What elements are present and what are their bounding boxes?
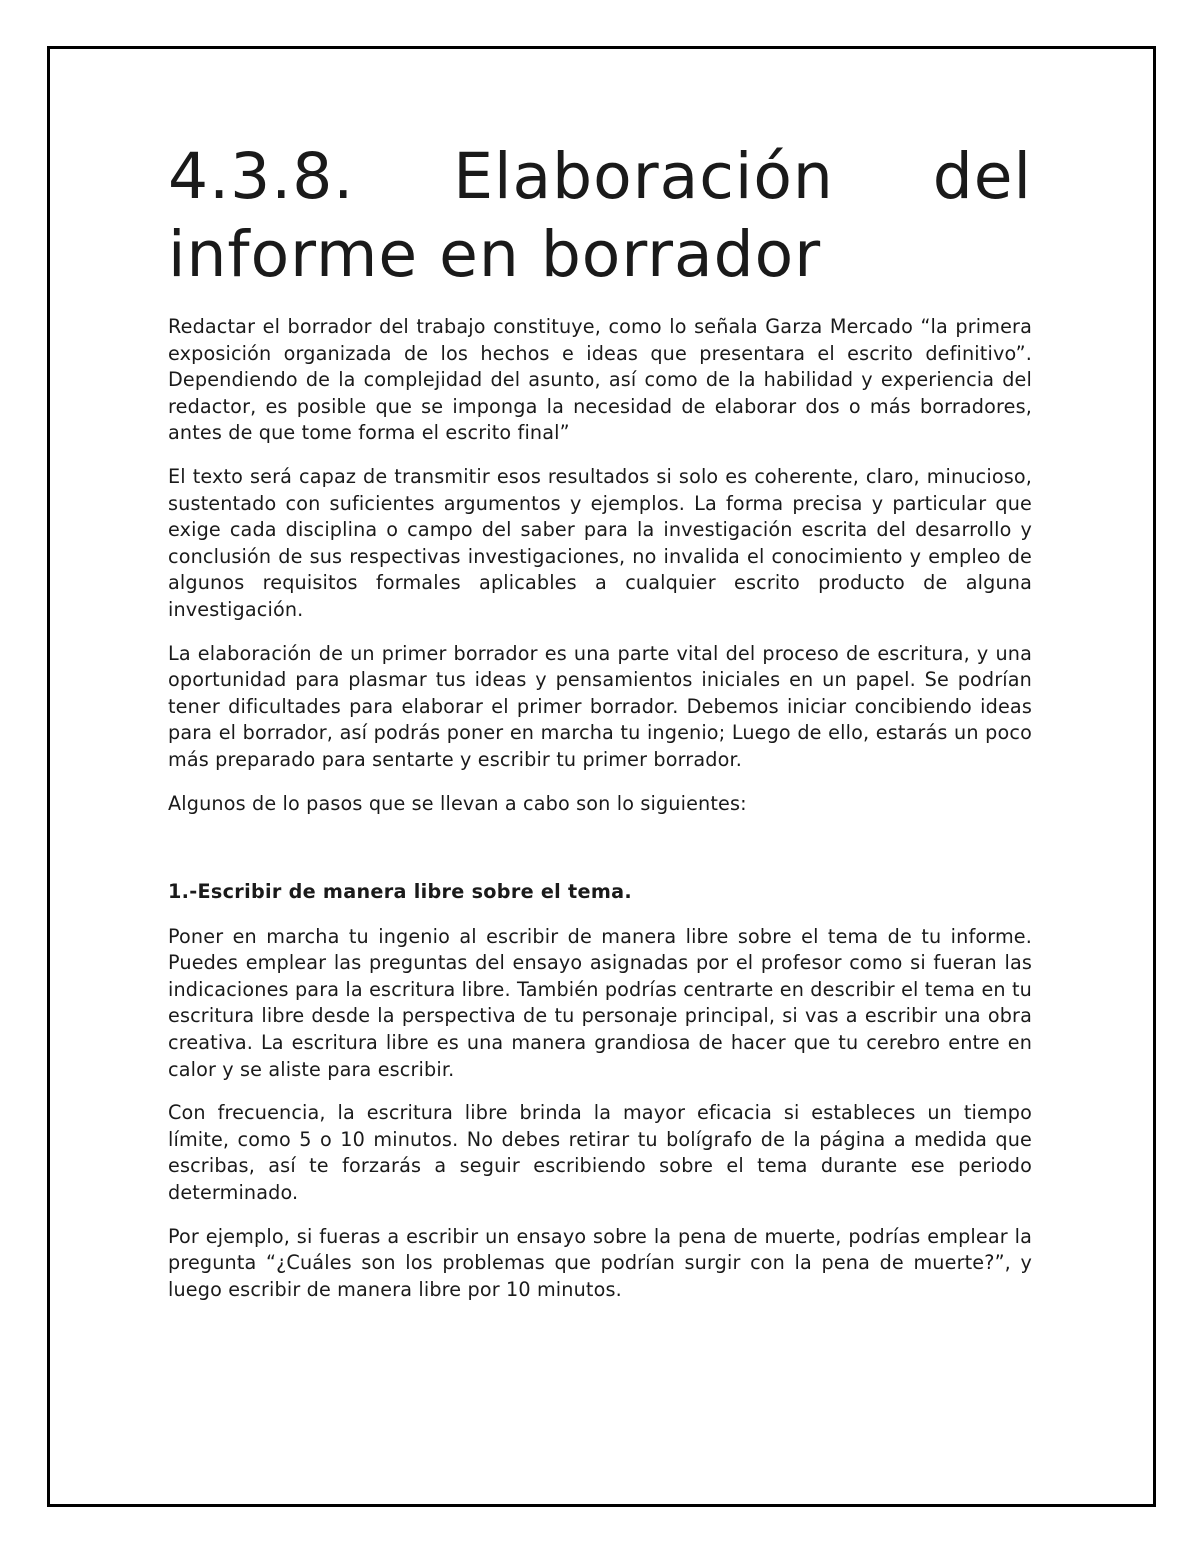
paragraph-step1-3: Por ejemplo, si fueras a escribir un ensayo sobre la pena de muerte, podrías emplear la pregunta “¿Cuáles son los problemas que podrían surgir con la pena de muerte?”, y luego escribir de manera libre por 10 minutos.: [168, 1224, 1032, 1301]
paragraph-intro-1: Redactar el borrador del trabajo constituye, como lo señala Garza Mercado “la primera exposición organizada de los hechos e ideas que presentara el escrito definitivo”. Dependiendo de la complejidad del asunto, así como de la habilidad y experiencia del redactor, es posible que se imponga la necesidad de elaborar dos o más borradores, antes de que tome forma el escrito final”: [168, 315, 1032, 445]
paragraph-step1-1: Poner en marcha tu ingenio al escribir de manera libre sobre el tema de tu informe. Puedes emplear las preguntas del ensayo asignadas por el profesor como si fueran las indicaciones para la escritura libre. También podrías centrarte en describir el tema en tu escritura libre desde la perspectiva de tu personaje principal, si vas a escribir una obra creativa. La escritura libre es una manera grandiosa de hacer que tu cerebro entre en calor y se aliste para escribir.: [168, 924, 1032, 1081]
document-title: [168, 138, 1032, 294]
document-body: [168, 138, 1032, 1320]
paragraph-intro-2: El texto será capaz de transmitir esos resultados si solo es coherente, claro, minucioso, sustentado con suficientes argumentos y ejemplos. La forma precisa y particular que exige cada disciplina o campo del saber para la investigación escrita del desarrollo y conclusión de sus respectivas investigaciones, no invalida el conocimiento y empleo de algunos requisitos formales aplicables a cualquier escrito producto de alguna investigación.: [168, 464, 1032, 621]
step-1-heading: 1.-Escribir de manera libre sobre el tema.: [168, 880, 632, 904]
paragraph-intro-3: La elaboración de un primer borrador es una parte vital del proceso de escritura, y una oportunidad para plasmar tus ideas y pensamientos iniciales en un papel. Se podrían tener dificultades para elaborar el primer borrador. Debemos iniciar concibiendo ideas para el borrador, así podrás poner en marcha tu ingenio; Luego de ello, estarás un poco más preparado para sentarte y escribir tu primer borrador.: [168, 641, 1032, 771]
title-line-1: 4.3.8. Elaboración del: [168, 140, 1032, 213]
paragraph-intro-4: Algunos de lo pasos que se llevan a cabo son lo siguientes:: [168, 791, 747, 815]
title-line-2: informe en borrador: [168, 218, 822, 291]
paragraph-step1-2: Con frecuencia, la escritura libre brinda la mayor eficacia si estableces un tiempo límite, como 5 o 10 minutos. No debes retirar tu bolígrafo de la página a medida que escribas, así te forzarás a seguir escribiendo sobre el tema durante ese periodo determinado.: [168, 1101, 1032, 1205]
